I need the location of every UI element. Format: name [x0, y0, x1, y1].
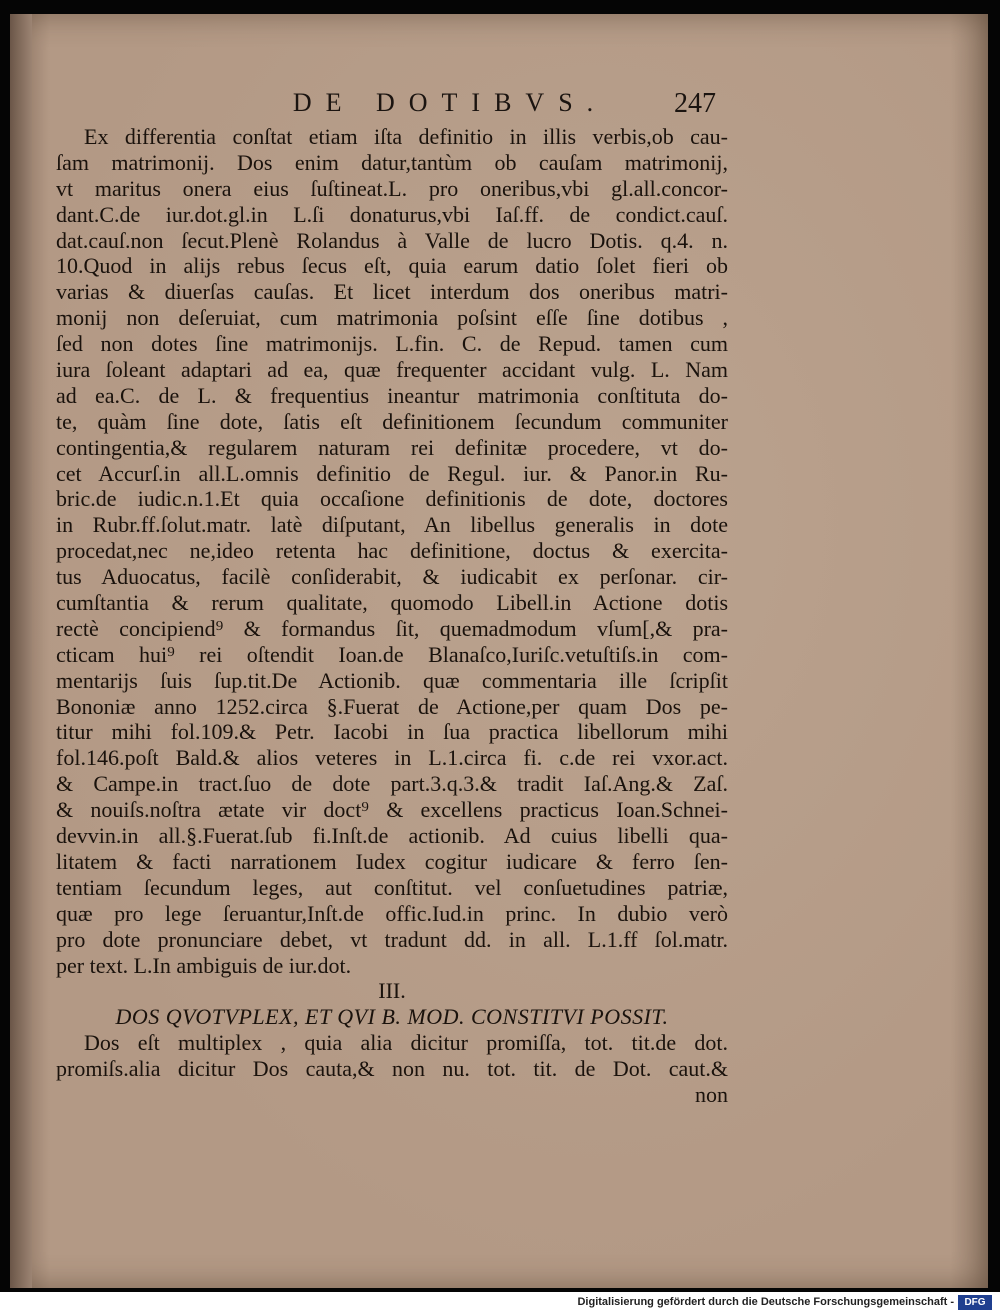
- text-line: pro dote pronunciare debet, vt tradunt dd. in all. L.1.ff ſol.matr.: [56, 926, 728, 952]
- text-line: devvin.in all.§.Fuerat.ſub fi.Inſt.de actionib. Ad cuius libelli qua-: [56, 823, 728, 849]
- text-line: monij non deſeruiat, cum matrimonia poſsint eſſe ſine dotibus ,: [56, 305, 728, 331]
- text-line: fol.146.poſt Bald.& alios veteres in L.1.circa fi. c.de rei vxor.act.: [56, 745, 728, 771]
- digitization-footer: [0, 1292, 1000, 1314]
- text-line: & nouiſs.noſtra ætate vir doct⁹ & excellens practicus Ioan.Schnei-: [56, 797, 728, 823]
- text-line: dant.C.de iur.dot.gl.in L.ſi donaturus,vbi Iaſ.ff. de condict.cauſ.: [56, 201, 728, 227]
- section-number: III.: [378, 978, 406, 1004]
- text-line: Bononiæ anno 1252.circa §.Fuerat de Actione,per quam Dos pe-: [56, 693, 728, 719]
- running-head: DE DOTIBVS.: [292, 88, 608, 117]
- text-line: ad ea.C. de L. & frequentius ineantur matrimonia conſtituta do-: [56, 382, 728, 408]
- text-line: per text. L.In ambiguis de iur.dot.: [56, 952, 352, 978]
- text-line: cticam hui⁹ rei oſtendit Ioan.de Blanaſco,Iuriſc.vetuſtiſs.in com-: [56, 641, 728, 667]
- text-line: litatem & facti narrationem Iudex cogitur iudicare & ferro ſen-: [56, 848, 728, 874]
- text-block: [56, 124, 728, 1108]
- text-line: Dos eſt multiplex , quia alia dicitur promiſſa, tot. tit.de dot.: [84, 1030, 728, 1056]
- text-line: iura ſoleant adaptari ad ea, quæ frequenter accidant vulg. L. Nam: [56, 357, 728, 383]
- text-line: dat.cauſ.non ſecut.Plenè Rolandus à Valle de lucro Dotis. q.4. n.: [56, 227, 728, 253]
- funding-credit: Digitalisierung gefördert durch die Deutsche Forschungsgemeinschaft -: [577, 1296, 954, 1308]
- text-line: rectè concipiend⁹ & formandus ſit, quemadmodum vſum[,& pra-: [56, 615, 728, 641]
- text-line: cet Accurſ.in all.L.omnis definitio de Regul. iur. & Panor.in Ru-: [56, 460, 728, 486]
- text-line: quæ pro lege ſeruantur,Inſt.de offic.Iud.in princ. In dubio verò: [56, 900, 728, 926]
- page-number: 247: [674, 88, 716, 119]
- text-line: in Rubr.ff.ſolut.matr. latè diſputant, An libellus generalis in dote: [56, 512, 728, 538]
- text-line: procedat,nec ne,ideo retenta hac definitione, doctus & exercita-: [56, 538, 728, 564]
- text-line: Ex differentia conſtat etiam iſta definitio in illis verbis,ob cau-: [84, 124, 728, 149]
- dfg-logo: DFG: [958, 1295, 992, 1310]
- text-line: ſed non dotes ſine matrimonijs. L.fin. C. de Repud. tamen cum: [56, 331, 728, 357]
- text-line: tus Aduocatus, facilè conſiderabit, & iudicabit ex perſonar. cir-: [56, 564, 728, 590]
- text-line: cumſtantia & rerum qualitate, quomodo Libell.in Actione dotis: [56, 590, 728, 616]
- text-line: titur mihi fol.109.& Petr. Iacobi in ſua practica libellorum mihi: [56, 719, 728, 745]
- text-line: ſam matrimonij. Dos enim datur,tantùm ob cauſam matrimonij,: [56, 149, 728, 175]
- text-line: 10.Quod in alijs rebus ſecus eſt, quia earum datio ſolet fieri ob: [56, 253, 728, 279]
- text-line: promiſs.alia dicitur Dos cauta,& non nu. tot. tit. de Dot. caut.&: [56, 1056, 728, 1082]
- text-line: mentarijs ſuis ſup.tit.De Actionib. quæ commentaria ille ſcripſit: [56, 667, 728, 693]
- text-line: contingentia,& regularem naturam rei definitæ procedere, vt do-: [56, 434, 728, 460]
- section-heading: DOS QVOTVPLEX, ET QVI B. MOD. CONSTITVI POSSIT.: [115, 1004, 669, 1030]
- page-header: [0, 88, 1000, 124]
- text-line: vt maritus onera eius ſuſtineat.L. pro oneribus,vbi gl.all.concor-: [56, 175, 728, 201]
- text-line: varias & diuerſas cauſas. Et licet interdum dos oneribus matri-: [56, 279, 728, 305]
- text-line: te, quàm ſine dote, ſatis eſt definitionem ſecundum communiter: [56, 408, 728, 434]
- text-line: bric.de iudic.n.1.Et quia occaſione definitionis de dote, doctores: [56, 486, 728, 512]
- catchword: non: [695, 1081, 728, 1107]
- text-line: & Campe.in tract.ſuo de dote part.3.q.3.& tradit Iaſ.Ang.& Zaſ.: [56, 771, 728, 797]
- text-line: tentiam ſecundum leges, aut conſtitut. vel conſuetudines patriæ,: [56, 874, 728, 900]
- page-gutter: [10, 14, 32, 1288]
